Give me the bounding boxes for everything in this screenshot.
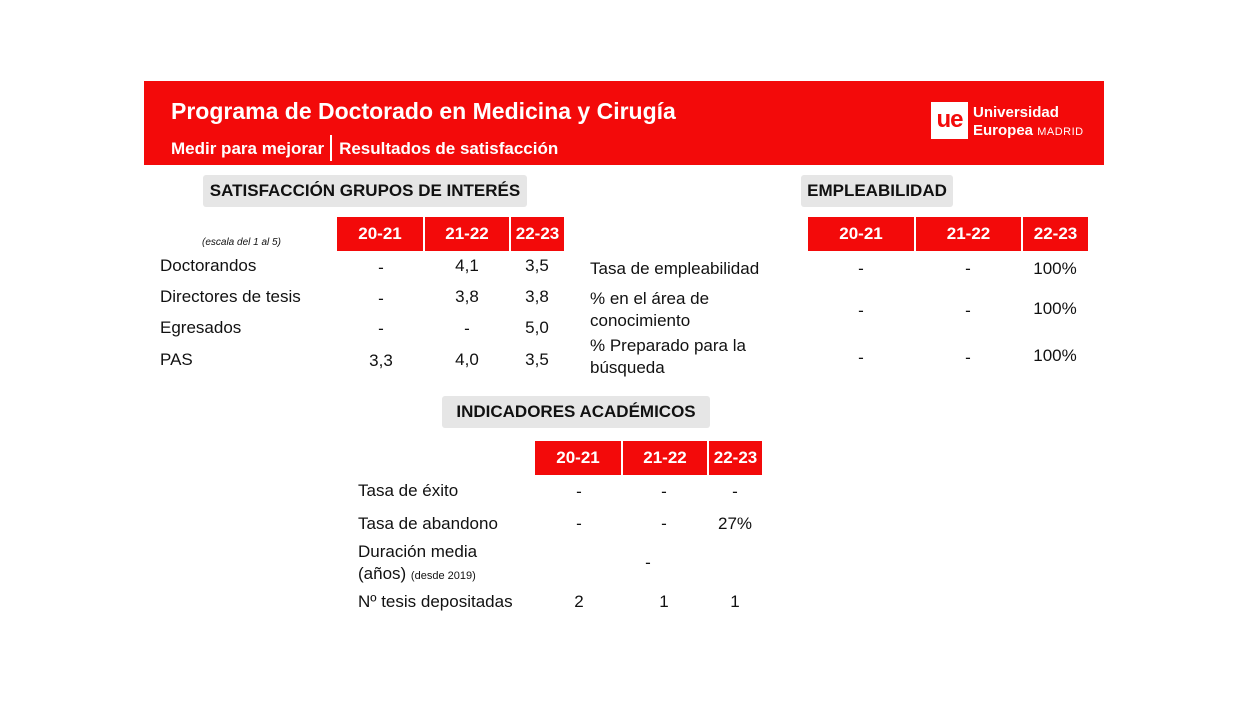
empleabilidad-cell: - [965,301,971,320]
empleabilidad-cell: - [965,259,971,278]
academicos-cell: 1 [659,592,669,611]
subtitle-separator [330,135,332,161]
academicos-col-header: 21-22 [623,441,707,475]
satisfaccion-cell: 4,1 [455,256,479,275]
empleabilidad-col-header: 22-23 [1023,217,1088,251]
academicos-cell: - [576,482,582,501]
empleabilidad-col-header: 21-22 [916,217,1021,251]
satisfaccion-cell: 3,8 [455,287,479,306]
satisfaccion-col-header: 22-23 [511,217,564,251]
academicos-row-label-line: Duración media [358,542,478,561]
empleabilidad-row-label-line: % en el área de [590,289,710,308]
academicos-row-label-unit: (años) [358,564,407,583]
academicos-heading: INDICADORES ACADÉMICOS [442,396,710,428]
empleabilidad-row-label [590,288,709,332]
empleabilidad-heading: EMPLEABILIDAD [801,175,953,207]
empleabilidad-cell: - [858,259,864,278]
empleabilidad-row-label [590,335,746,379]
empleabilidad-cell: 100% [1033,259,1077,278]
scale-note: (escala del 1 al 5) [202,237,281,248]
academicos-cell: - [732,482,738,501]
satisfaccion-cell: 5,0 [525,318,549,337]
academicos-cell: - [576,514,582,533]
satisfaccion-cell: - [378,289,384,308]
academicos-cell: - [645,553,651,572]
logo-line2 [973,122,1084,139]
logo-line1: Universidad [973,104,1059,121]
satisfaccion-row-label: PAS [160,350,193,369]
satisfaccion-heading: SATISFACCIÓN GRUPOS DE INTERÉS [203,175,527,207]
empleabilidad-cell: 100% [1033,299,1077,318]
academicos-row-label: Tasa de abandono [358,514,498,533]
empleabilidad-col-header: 20-21 [808,217,914,251]
empleabilidad-cell: - [965,348,971,367]
academicos-col-header: 22-23 [709,441,762,475]
satisfaccion-col-header: 20-21 [337,217,423,251]
logo-line2-text: Europea [973,122,1034,139]
academicos-cell: - [661,514,667,533]
subtitle-right: Resultados de satisfacción [339,139,559,158]
academicos-row-label [358,541,477,587]
academicos-row-label: Nº tesis depositadas [358,592,513,611]
academicos-row-label-line [358,563,477,587]
ue-logo-icon: ue [931,102,968,139]
satisfaccion-cell: 3,3 [369,351,393,370]
academicos-cell: 1 [730,592,740,611]
empleabilidad-row-label-line: % Preparado para la [590,336,746,355]
academicos-row-label-note: (desde 2019) [410,570,476,582]
satisfaccion-row-label: Directores de tesis [160,287,301,306]
header-banner [144,81,1104,165]
satisfaccion-cell: - [378,319,384,338]
academicos-col-header: 20-21 [535,441,621,475]
empleabilidad-row-label-line: búsqueda [590,358,665,377]
empleabilidad-row-label-line: conocimiento [590,311,691,330]
page-title: Programa de Doctorado en Medicina y Cirugía [171,98,676,124]
academicos-cell: 2 [574,592,584,611]
satisfaccion-cell: - [464,319,470,338]
satisfaccion-cell: 3,5 [525,256,549,275]
empleabilidad-cell: - [858,301,864,320]
academicos-row-label: Tasa de éxito [358,481,459,500]
satisfaccion-cell: 3,8 [525,287,549,306]
subtitle-left: Medir para mejorar [171,139,325,158]
satisfaccion-cell: 4,0 [455,350,479,369]
academicos-cell: - [661,482,667,501]
empleabilidad-cell: - [858,348,864,367]
logo-city: MADRID [1037,126,1084,138]
satisfaccion-row-label: Doctorandos [160,256,257,275]
satisfaccion-row-label: Egresados [160,318,242,337]
academicos-cell: 27% [717,514,753,533]
satisfaccion-cell: - [378,258,384,277]
empleabilidad-cell: 100% [1033,346,1077,365]
page-subtitle [171,135,558,161]
empleabilidad-row-label: Tasa de empleabilidad [590,259,760,278]
satisfaccion-cell: 3,5 [525,350,549,369]
satisfaccion-col-header: 21-22 [425,217,509,251]
